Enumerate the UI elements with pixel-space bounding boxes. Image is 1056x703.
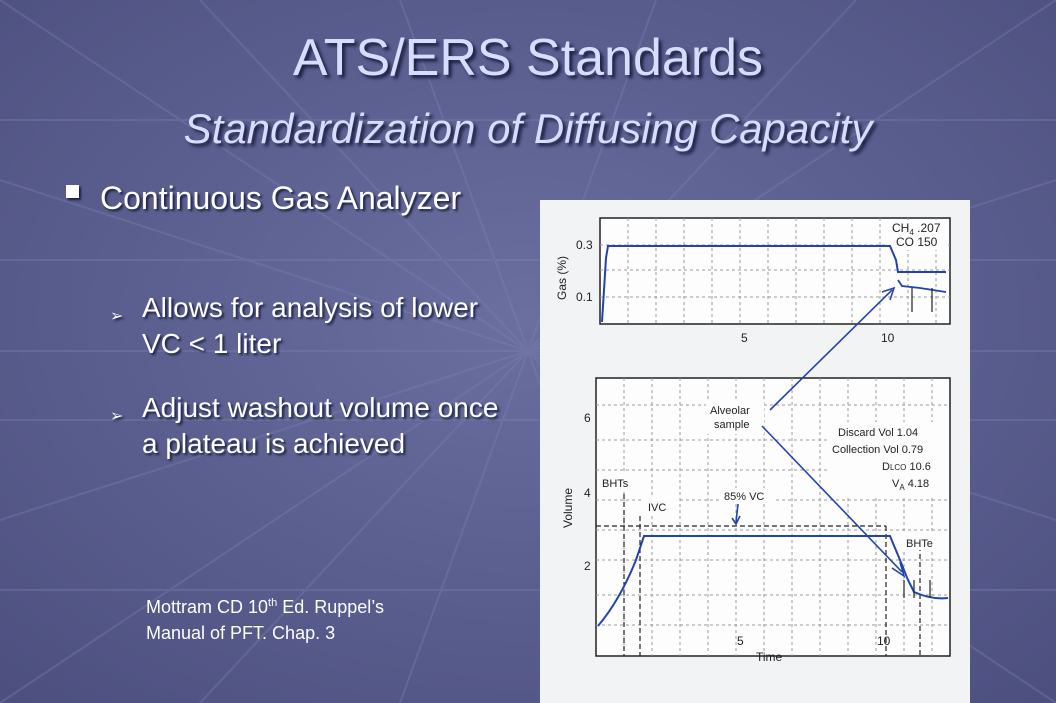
bullet-text: Continuous Gas Analyzer	[100, 180, 462, 216]
sub-bullet-text: Adjust washout volume once a plateau is achieved	[142, 392, 499, 459]
arrow-bullet-icon: ➢	[110, 408, 124, 425]
gas-legend-co: CO 150	[896, 235, 938, 249]
gas-xtick-10: 10	[881, 331, 895, 345]
square-bullet-icon	[66, 185, 79, 198]
volume-ytick-6: 6	[584, 411, 591, 425]
volume-ytick-4: 4	[584, 486, 591, 500]
dlco-value: DLCO 10.6	[882, 461, 931, 473]
volume-xaxis-label: Time	[756, 650, 783, 664]
gas-ytick-0-3: 0.3	[576, 238, 593, 252]
discard-volume: Discard Vol 1.04	[838, 427, 919, 439]
gas-xtick-5: 5	[741, 331, 748, 345]
bhte-label: BHTe	[906, 538, 933, 550]
vc85-label: 85% VC	[724, 491, 765, 503]
arrow-bullet-icon: ➢	[110, 308, 124, 325]
volume-axis-label: Volume	[561, 487, 575, 528]
ivc-label: IVC	[648, 502, 667, 514]
citation-line1: Mottram CD 10th Ed. Ruppel’s	[146, 597, 384, 617]
volume-xtick-10: 10	[877, 634, 891, 648]
gas-axis-label: Gas (%)	[555, 255, 569, 300]
volume-ytick-2: 2	[584, 559, 591, 573]
volume-xtick-5: 5	[737, 634, 744, 648]
alveolar-sample-label-1: Alveolar	[710, 405, 750, 417]
volume-panel	[561, 378, 950, 664]
va-value: $V_A$ 4.18	[892, 478, 930, 492]
slide-title: ATS/ERS Standards	[292, 29, 764, 87]
gas-ytick-0-1: 0.1	[576, 290, 593, 304]
slide-subtitle: Standardization of Diffusing Capacity	[183, 105, 873, 152]
citation	[146, 590, 506, 646]
gas-legend-ch4: $CH_4$ .207	[892, 221, 941, 237]
collection-volume: Collection Vol 0.79	[832, 444, 924, 456]
citation-line2: Manual of PFT. Chap. 3	[146, 623, 336, 643]
sub-bullet-text: Allows for analysis of lower VC < 1 liter	[142, 292, 479, 359]
bhts-label: BHTs	[602, 478, 629, 490]
dlco-tracing-figure	[540, 200, 970, 703]
alveolar-sample-label-2: sample	[714, 419, 750, 431]
